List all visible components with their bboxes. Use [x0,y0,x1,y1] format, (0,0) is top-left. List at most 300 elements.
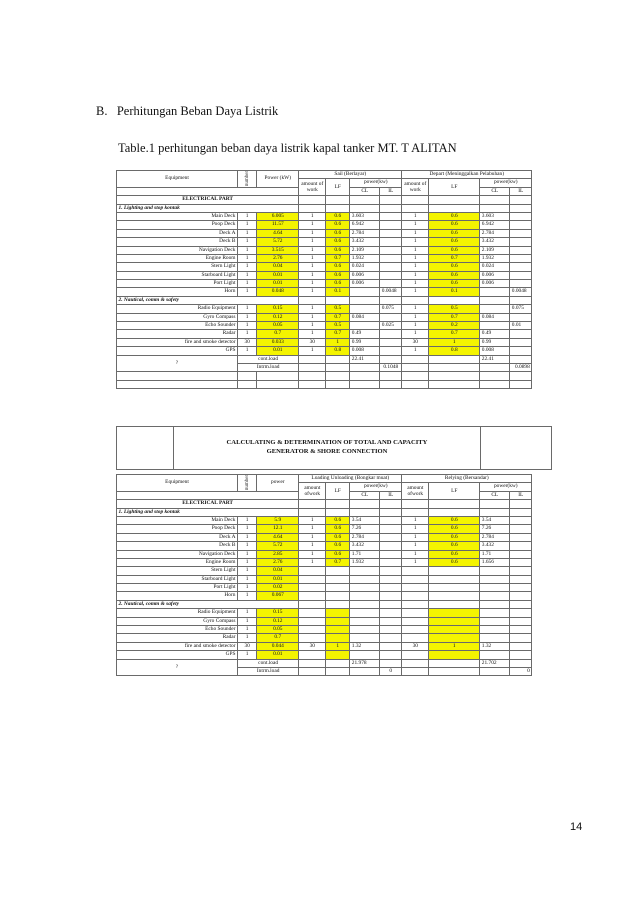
cell-1-9-8 [429,592,480,600]
cell-2-0-0: Radio Equipment [117,305,238,313]
cell-1-0-7: 1 [402,212,429,220]
cell-2-0-9 [480,609,510,617]
cell-2-4-3: 30 [299,338,326,346]
cell-1-7-0: Starboard Light [117,271,238,279]
cell-2-2-5 [350,322,380,330]
cell-1-6-4: 0.6 [326,263,350,271]
table-row [117,322,532,330]
table-row [117,246,532,254]
cell-1-8-9: 0.006 [480,280,510,288]
table-row [117,330,532,338]
cell-2-5-8: 0.8 [429,347,480,355]
cell-2-1-6 [380,617,402,625]
cell-1-5-10 [510,558,532,566]
cell-2-3-5 [350,634,380,642]
cell-2-3-2: 0.7 [257,330,299,338]
header-il-a: IL [380,187,402,195]
table-row [117,229,532,237]
cell-1-2-5: 2.784 [350,229,380,237]
cell-2-1-3: 1 [299,313,326,321]
cell-1-2-3: 1 [299,229,326,237]
header-blank [117,491,299,499]
cell-1-7-7 [402,575,429,583]
cell-2-4-8: 1 [429,642,480,650]
cell-1-8-6 [380,584,402,592]
cell-1-5-6 [380,558,402,566]
cell-2-1-8 [429,617,480,625]
table-caption: Table.1 perhitungan beban daya listrik kapal tanker MT. T ALITAN [118,141,457,155]
cell-1-7-1: 1 [238,271,257,279]
cell-2-3-1: 1 [238,330,257,338]
cell-1-4-1: 1 [238,246,257,254]
intm-load-label: Intrm.load [238,667,299,675]
cell-2-0-9 [480,305,510,313]
cell-2-3-0: Radar [117,330,238,338]
header-equipment: Equipment [117,171,238,188]
cell-2-4-10 [510,338,532,346]
cell-1-1-4: 0.6 [326,221,350,229]
header-lf-a: LF [326,179,350,196]
cell-2-0-1: 1 [238,609,257,617]
cell-2-2-3 [299,626,326,634]
cell-1-4-10 [510,550,532,558]
header-row-top [117,475,532,483]
cell-2-2-9 [480,626,510,634]
cell-2-2-2: 0.05 [257,322,299,330]
cont-load-label: cont.load [238,355,299,363]
table-row [117,288,532,296]
cell-1-5-7: 1 [402,254,429,262]
cell-2-4-2: 0.044 [257,642,299,650]
cell-1-9-5 [350,592,380,600]
cell-1-4-1: 1 [238,550,257,558]
cell-1-8-4 [326,584,350,592]
calculation-title-line2: GENERATOR & SHORE CONNECTION [266,448,388,455]
cell-1-0-7: 1 [402,516,429,524]
cell-1-3-9: 3.432 [480,238,510,246]
cont-load-row [117,355,532,363]
header-power: power [257,475,299,492]
cell-1-0-10 [510,212,532,220]
cell-1-0-1: 1 [238,212,257,220]
table-row [117,617,532,625]
cell-1-3-6 [380,542,402,550]
calculation-title-line1: CALCULATING & DETERMINATION OF TOTAL AND CAPACITY [226,439,428,446]
cell-1-4-0: Navigation Deck [117,550,238,558]
cell-2-4-1: 30 [238,642,257,650]
cell-1-9-1: 1 [238,592,257,600]
cell-2-0-10 [510,609,532,617]
cell-2-0-8 [429,609,480,617]
cell-2-4-9: 1.32 [480,642,510,650]
cell-1-6-10 [510,567,532,575]
cell-1-0-2: 5.9 [257,516,299,524]
cell-1-8-1: 1 [238,584,257,592]
cell-1-4-3: 1 [299,246,326,254]
cell-2-5-8 [429,651,480,659]
cell-1-3-5: 3.432 [350,238,380,246]
cell-2-3-8 [429,634,480,642]
cell-1-9-10: 0.0048 [510,288,532,296]
header-powerkw-b: power(kw) [480,179,532,187]
cell-2-5-10 [510,651,532,659]
cell-1-1-1: 1 [238,221,257,229]
cell-1-9-8: 0.1 [429,288,480,296]
cell-1-2-2: 4.64 [257,229,299,237]
cell-2-1-7: 1 [402,313,429,321]
cell-2-4-9: 0.99 [480,338,510,346]
cell-1-0-10 [510,516,532,524]
cell-1-7-5: 0.006 [350,271,380,279]
cell-1-8-9 [480,584,510,592]
cell-1-5-10 [510,254,532,262]
section-lighting: 1. Lighting and stop kontak [117,508,532,516]
header-lf-b: LF [429,483,480,500]
table-row [117,338,532,346]
cell-1-2-1: 1 [238,533,257,541]
cell-1-5-2: 2.76 [257,254,299,262]
cell-1-3-6 [380,238,402,246]
cell-1-0-5: 3.603 [350,212,380,220]
header-power: Power (kW) [257,171,299,188]
cell-2-3-10 [510,634,532,642]
cell-2-1-5 [350,617,380,625]
cell-2-5-2: 0.01 [257,651,299,659]
cell-2-3-8: 0.7 [429,330,480,338]
cell-2-4-6 [380,338,402,346]
cell-1-9-6: 0.0048 [380,288,402,296]
cell-2-2-10: 0.01 [510,322,532,330]
cell-2-0-7: 1 [402,305,429,313]
cell-2-2-9 [480,322,510,330]
cell-1-7-7: 1 [402,271,429,279]
cell-1-0-0: Main Deck [117,212,238,220]
cell-2-2-7: 1 [402,322,429,330]
summary-mark: ? [117,355,238,372]
cell-1-3-4: 0.6 [326,238,350,246]
cell-2-2-10 [510,626,532,634]
table-row [117,212,532,220]
cell-1-6-0: Stern Light [117,567,238,575]
cell-1-7-1: 1 [238,575,257,583]
cont-load-b-cl: 21.702 [480,659,510,667]
cell-1-0-9: 3.54 [480,516,510,524]
cell-2-5-3: 1 [299,347,326,355]
cell-1-9-9 [480,288,510,296]
cell-1-5-9: 1.656 [480,558,510,566]
table-row [117,634,532,642]
cell-1-5-4: 0.7 [326,254,350,262]
cell-1-2-7: 1 [402,229,429,237]
cell-1-7-10 [510,271,532,279]
cell-1-2-4: 0.6 [326,533,350,541]
cell-2-1-10 [510,313,532,321]
cell-1-6-3 [299,567,326,575]
cell-1-4-6 [380,246,402,254]
cell-2-3-3 [299,634,326,642]
cell-2-2-8 [429,626,480,634]
cell-1-8-10 [510,280,532,288]
cell-1-8-8: 0.6 [429,280,480,288]
intm-load-b-il: 0 [510,667,532,675]
cell-1-4-2: 3.515 [257,246,299,254]
header-number [238,475,257,492]
cell-1-4-3: 1 [299,550,326,558]
header-row-top [117,171,532,179]
header-il-a: IL [380,491,402,499]
header-powerkw-a: power(kw) [350,179,402,187]
cell-1-6-2: 0.04 [257,263,299,271]
cell-1-7-3: 1 [299,271,326,279]
header-mode-b: Relying (Bersandar) [402,475,532,483]
cell-1-9-4: 0.1 [326,288,350,296]
cell-1-2-10 [510,229,532,237]
cell-1-8-10 [510,584,532,592]
cell-1-8-2: 0.02 [257,584,299,592]
table-row [117,305,532,313]
cell-2-5-2: 0.01 [257,347,299,355]
cell-1-7-4 [326,575,350,583]
header-mode-a: Sail (Berlayar) [299,171,402,179]
cell-2-1-2: 0.12 [257,617,299,625]
cell-1-3-8: 0.6 [429,238,480,246]
table-row [117,313,532,321]
cell-1-2-9: 2.784 [480,229,510,237]
cell-1-2-8: 0.6 [429,533,480,541]
cell-1-5-3: 1 [299,254,326,262]
cell-1-6-3: 1 [299,263,326,271]
cell-1-9-7 [402,592,429,600]
cell-2-3-9 [480,634,510,642]
cell-1-7-9: 0.006 [480,271,510,279]
cell-1-8-7: 1 [402,280,429,288]
table-row [117,651,532,659]
cell-2-5-3 [299,651,326,659]
cell-1-8-4: 0.6 [326,280,350,288]
cell-1-1-3: 1 [299,525,326,533]
cell-1-1-10 [510,221,532,229]
section-electrical-part: ELECTRICAL PART [117,500,532,508]
cell-2-3-7: 1 [402,330,429,338]
spacer-row [117,372,532,380]
header-cl-b: CL [480,491,510,499]
cell-2-3-4 [326,634,350,642]
cell-2-3-2: 0.7 [257,634,299,642]
cell-1-8-0: Port Light [117,584,238,592]
calculation-title-box [116,426,552,470]
cell-1-3-5: 3.432 [350,542,380,550]
cell-2-1-6 [380,313,402,321]
section-nautical: 2. Nautical, comm & safety [117,296,532,304]
cell-1-5-8: 0.6 [429,558,480,566]
cell-2-1-1: 1 [238,617,257,625]
cell-2-1-1: 1 [238,313,257,321]
cell-1-1-3: 1 [299,221,326,229]
cell-2-1-5: 0.084 [350,313,380,321]
cell-2-2-4: 0.5 [326,322,350,330]
table-row [117,592,532,600]
cell-1-6-0: Stern Light [117,263,238,271]
cell-1-9-7: 1 [402,288,429,296]
cell-1-7-6 [380,575,402,583]
cell-2-0-5 [350,609,380,617]
table-row [117,642,532,650]
cell-1-8-2: 0.01 [257,280,299,288]
cell-2-5-10 [510,347,532,355]
cell-2-5-0: GPS [117,651,238,659]
header-il-b: IL [510,491,532,499]
cell-1-5-0: Engine Room [117,254,238,262]
cell-2-2-6: 0.025 [380,322,402,330]
cell-1-2-5: 2.784 [350,533,380,541]
cell-2-4-0: fire and smoke detector [117,338,238,346]
cell-1-0-9: 3.603 [480,212,510,220]
cell-1-1-9: 7.26 [480,525,510,533]
cell-1-4-4: 0.6 [326,246,350,254]
cell-1-0-8: 0.6 [429,212,480,220]
table-row [117,271,532,279]
cell-2-0-4 [326,609,350,617]
cell-1-9-6 [380,592,402,600]
table-row [117,558,532,566]
table-row [117,550,532,558]
cell-1-2-3: 1 [299,533,326,541]
cell-1-1-2: 11.57 [257,221,299,229]
summary-mark: ? [117,659,238,676]
cell-2-0-1: 1 [238,305,257,313]
cell-1-0-0: Main Deck [117,516,238,524]
cell-1-5-6 [380,254,402,262]
cell-2-2-6 [380,626,402,634]
cell-2-0-5 [350,305,380,313]
cell-1-5-2: 2.76 [257,558,299,566]
cell-2-3-10 [510,330,532,338]
cell-1-4-9: 2.109 [480,246,510,254]
cell-1-1-0: Poop Deck [117,221,238,229]
header-mode-b: Depart (Meninggalkan Pelabuhan) [402,171,532,179]
cell-2-3-0: Radar [117,634,238,642]
cell-1-0-4: 0.6 [326,516,350,524]
header-il-b: IL [510,187,532,195]
header-lf-b: LF [429,179,480,196]
cell-1-9-4 [326,592,350,600]
cell-1-6-5: 0.024 [350,263,380,271]
cell-2-1-4 [326,617,350,625]
cell-1-8-6 [380,280,402,288]
cell-1-9-10 [510,592,532,600]
table-row [117,584,532,592]
cell-2-3-3: 1 [299,330,326,338]
intm-load-label: Intrm.load [238,363,299,371]
cell-1-0-8: 0.6 [429,516,480,524]
cell-2-2-2: 0.05 [257,626,299,634]
cell-2-4-1: 30 [238,338,257,346]
cell-1-1-10 [510,525,532,533]
cell-1-6-7 [402,567,429,575]
cell-2-1-0: Gyro Compass [117,313,238,321]
cell-2-3-6 [380,634,402,642]
cell-1-4-2: 2.85 [257,550,299,558]
cell-1-3-0: Deck B [117,238,238,246]
section-electrical-part: ELECTRICAL PART [117,196,532,204]
cell-2-1-7 [402,617,429,625]
cell-2-4-7: 30 [402,338,429,346]
cell-2-5-7 [402,651,429,659]
cell-1-0-6 [380,212,402,220]
cell-2-3-6 [380,330,402,338]
table-row [117,609,532,617]
cont-load-b-cl: 22.41 [480,355,510,363]
header-powerkw-a: power(kw) [350,483,402,491]
cell-1-0-2: 6.005 [257,212,299,220]
cell-1-2-0: Deck A [117,229,238,237]
cell-2-1-9 [480,617,510,625]
cell-1-6-7: 1 [402,263,429,271]
cell-1-1-8: 0.6 [429,525,480,533]
cell-1-5-1: 1 [238,558,257,566]
cell-1-6-4 [326,567,350,575]
cell-1-7-0: Starboard Light [117,575,238,583]
cell-1-6-10 [510,263,532,271]
cell-2-4-5: 1.32 [350,642,380,650]
cell-2-2-8: 0.2 [429,322,480,330]
cell-1-6-6 [380,263,402,271]
cell-2-2-0: Echo Sounder [117,626,238,634]
cell-1-3-7: 1 [402,542,429,550]
cell-1-6-9: 0.024 [480,263,510,271]
cell-1-9-3 [299,592,326,600]
cell-2-3-5: 0.49 [350,330,380,338]
table-row [117,280,532,288]
cell-1-4-0: Navigation Deck [117,246,238,254]
cell-1-0-3: 1 [299,516,326,524]
cell-1-7-2: 0.01 [257,271,299,279]
cell-1-9-3: 1 [299,288,326,296]
cell-1-2-2: 4.64 [257,533,299,541]
cell-1-5-5: 1.932 [350,558,380,566]
section-lighting: 1. Lighting and stop kontak [117,204,532,212]
cell-1-3-10 [510,238,532,246]
header-blank [117,187,299,195]
cell-1-5-8: 0.7 [429,254,480,262]
cell-2-0-6 [380,609,402,617]
header-number-text: number [244,171,250,187]
cell-2-1-0: Gyro Compass [117,617,238,625]
cell-1-3-3: 1 [299,238,326,246]
cell-1-6-2: 0.04 [257,567,299,575]
cell-1-3-2: 5.72 [257,542,299,550]
cell-1-3-0: Deck B [117,542,238,550]
cont-load-a-cl: 21.978 [350,659,380,667]
header-mode-a: Loading Unloading (Bongkar muat) [299,475,402,483]
cell-1-8-3: 1 [299,280,326,288]
cell-2-5-6 [380,347,402,355]
cell-1-7-2: 0.01 [257,575,299,583]
header-amount-a: amount of work [299,179,326,196]
cell-1-5-4: 0.7 [326,558,350,566]
cell-1-9-2: 0.067 [257,592,299,600]
header-equipment: Equipment [117,475,238,492]
cell-1-6-8: 0.6 [429,263,480,271]
cell-2-0-2: 0.15 [257,305,299,313]
cell-1-1-1: 1 [238,525,257,533]
cell-2-4-10 [510,642,532,650]
load-table-loading-relying [116,474,532,676]
cell-1-1-6 [380,221,402,229]
cell-2-2-3: 1 [299,322,326,330]
cell-2-5-5: 0.008 [350,347,380,355]
cell-1-3-7: 1 [402,238,429,246]
